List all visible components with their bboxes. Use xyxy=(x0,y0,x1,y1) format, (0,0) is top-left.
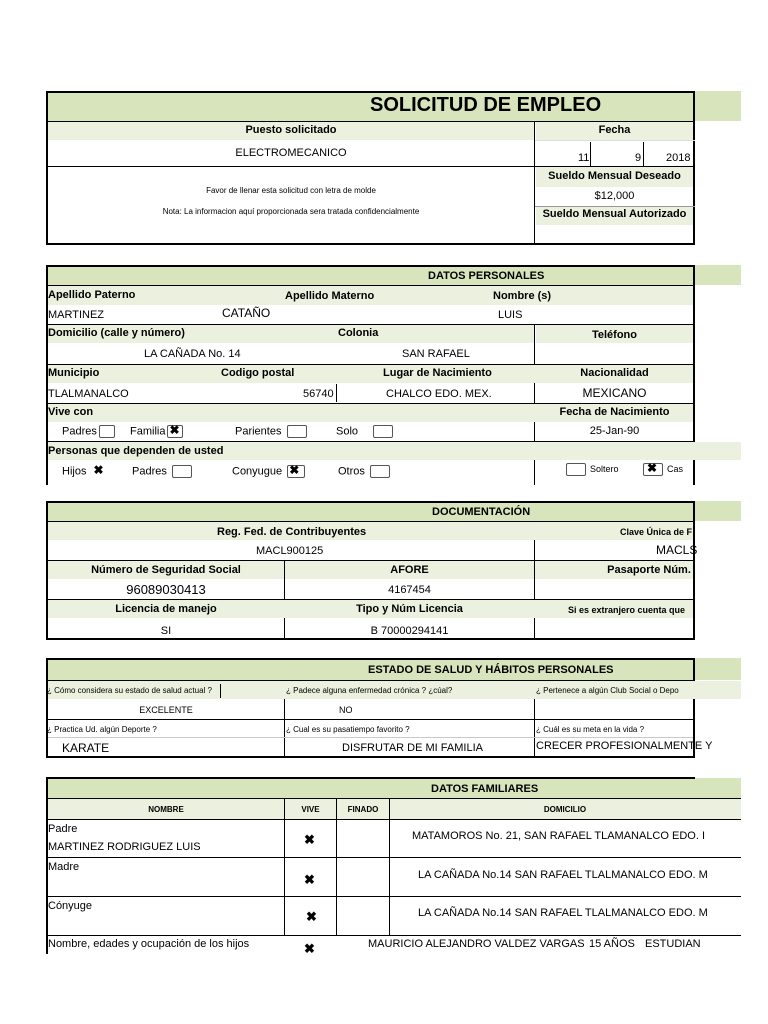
dep-hijos-label: Hijos xyxy=(62,465,87,478)
edo-casado-label: Cas xyxy=(667,463,684,474)
personales-heading: DATOS PERSONALES xyxy=(428,270,545,282)
dep-padres-checkbox[interactable] xyxy=(172,465,192,478)
hijo-nombre[interactable]: MAURICIO ALEJANDRO VALDEZ VARGAS xyxy=(368,938,585,950)
col-finado-header: FINADO xyxy=(347,805,379,814)
tipo-licencia-value[interactable]: B 70000294141 xyxy=(370,625,449,637)
check-mark-icon: ✖ xyxy=(647,461,658,475)
salud-q6: ¿ Cuál es su meta en la vida ? xyxy=(536,725,645,734)
salud-q5: ¿ Cual es su pasatiempo favorito ? xyxy=(286,725,410,734)
madre-label: Madre xyxy=(48,861,80,873)
col-domicilio-header: DOMICILIO xyxy=(543,805,587,814)
hijo-ocupacion[interactable]: ESTUDIAN xyxy=(645,938,701,950)
instruccion-text: Favor de llenar esta solicitud con letra de molde xyxy=(206,186,376,195)
nss-label: Número de Seguridad Social xyxy=(91,564,241,576)
dependen-label: Personas que dependen de usted xyxy=(48,445,224,457)
page-title: SOLICITUD DE EMPLEO xyxy=(370,94,602,116)
vive-solo-label: Solo xyxy=(336,425,359,438)
fecha-label: Fecha xyxy=(598,124,631,136)
madre-vive-mark-icon[interactable]: ✖ xyxy=(304,872,315,887)
edo-casado-option[interactable] xyxy=(643,463,683,476)
vive-parientes-label: Parientes xyxy=(235,425,282,438)
lugar-nac-value[interactable]: CHALCO EDO. MEX. xyxy=(386,388,492,400)
ap-paterno-label: Apellido Paterno xyxy=(48,289,136,301)
hijos-label: Nombre, edades y ocupación de los hijos xyxy=(48,938,250,950)
fecha-mes[interactable]: 9 xyxy=(635,152,642,164)
vive-familia-label: Familia xyxy=(130,425,166,438)
extranjero-label: Si es extranjero cuenta que xyxy=(568,605,686,615)
licencia-label: Licencia de manejo xyxy=(115,603,217,615)
ap-materno-label: Apellido Materno xyxy=(285,290,375,302)
edo-soltero-checkbox[interactable] xyxy=(566,463,586,476)
vive-parientes-option[interactable] xyxy=(235,425,307,438)
salud-a1[interactable]: EXCELENTE xyxy=(139,705,193,715)
sueldo-deseado-value[interactable]: $12,000 xyxy=(594,190,635,202)
salud-a5[interactable]: DISFRUTAR DE MI FAMILIA xyxy=(342,742,483,754)
telefono-label: Teléfono xyxy=(591,329,637,341)
col-nombre-header: NOMBRE xyxy=(148,805,184,814)
tipo-licencia-label: Tipo y Núm Licencia xyxy=(356,603,463,615)
check-mark-icon: ✖ xyxy=(169,423,180,437)
ap-materno-value[interactable]: CATAÑO xyxy=(222,306,271,320)
salud-a2[interactable]: NO xyxy=(339,705,353,715)
padre-nombre[interactable]: MARTINEZ RODRIGUEZ LUIS xyxy=(48,841,201,853)
edo-casado-checkbox[interactable] xyxy=(643,463,663,476)
fecha-nac-label: Fecha de Nacimiento xyxy=(559,406,670,418)
conyuge-domicilio[interactable]: LA CAÑADA No.14 SAN RAFAEL TLALMANALCO EDO. M xyxy=(418,907,708,919)
licencia-value[interactable]: SI xyxy=(160,625,172,637)
sueldo-deseado-label: Sueldo Mensual Deseado xyxy=(548,170,681,182)
curp-value[interactable]: MACLS xyxy=(656,543,698,557)
vive-solo-checkbox[interactable] xyxy=(373,425,393,438)
colonia-label: Colonia xyxy=(338,327,379,339)
salud-heading: ESTADO DE SALUD Y HÁBITOS PERSONALES xyxy=(368,664,614,676)
dep-conyugue-option[interactable] xyxy=(232,465,305,478)
dep-padres-option[interactable] xyxy=(132,465,192,478)
vive-padres-option[interactable] xyxy=(62,425,115,438)
salud-q1: ¿ Cómo considera su estado de salud actual ? xyxy=(47,686,212,695)
vive-con-label: Vive con xyxy=(48,406,94,418)
puesto-value[interactable]: ELECTROMECANICO xyxy=(235,147,347,159)
pasaporte-label: Pasaporte Núm. xyxy=(607,564,691,576)
rfc-value[interactable]: MACL900125 xyxy=(256,545,324,557)
municipio-value[interactable]: TLALMANALCO xyxy=(48,388,129,400)
salud-a4[interactable]: KARATE xyxy=(62,741,110,755)
fecha-anio[interactable]: 2018 xyxy=(666,152,691,164)
padre-label: Padre xyxy=(48,823,78,835)
documentacion-heading: DOCUMENTACIÓN xyxy=(432,506,531,518)
nota-text: Nota: La informacion aquí proporcionada sera tratada confidencialmente xyxy=(162,207,420,216)
curp-label: Clave Única de F xyxy=(620,527,693,537)
afore-label: AFORE xyxy=(390,564,429,576)
afore-value[interactable]: 4167454 xyxy=(388,584,431,596)
col-vive-header: VIVE xyxy=(301,805,320,814)
vive-padres-label: Padres xyxy=(62,425,97,438)
check-mark-icon: ✖ xyxy=(289,463,300,477)
cp-value[interactable]: 56740 xyxy=(303,388,334,400)
puesto-label: Puesto solicitado xyxy=(245,124,337,136)
nombre-label: Nombre (s) xyxy=(493,290,552,302)
vive-familia-option[interactable] xyxy=(130,425,183,438)
cp-label: Codigo postal xyxy=(221,367,295,379)
edo-soltero-label: Soltero xyxy=(590,463,619,474)
domicilio-value[interactable]: LA CAÑADA No. 14 xyxy=(144,348,241,360)
padre-vive-mark-icon[interactable]: ✖ xyxy=(304,832,315,847)
dep-hijos-checkbox[interactable] xyxy=(92,465,108,478)
hijo-vive-mark-icon[interactable]: ✖ xyxy=(304,941,315,956)
fecha-nac-value[interactable]: 25-Jan-90 xyxy=(589,425,640,437)
dep-conyugue-checkbox[interactable] xyxy=(287,465,305,478)
edo-soltero-option[interactable] xyxy=(566,463,619,476)
colonia-value[interactable]: SAN RAFAEL xyxy=(402,348,470,360)
conyuge-vive-mark-icon[interactable]: ✖ xyxy=(306,909,317,924)
municipio-label: Municipio xyxy=(48,367,100,379)
dep-otros-checkbox[interactable] xyxy=(370,465,390,478)
check-mark-icon: ✖ xyxy=(93,463,104,477)
vive-solo-option[interactable] xyxy=(336,425,393,438)
salud-a6[interactable]: CRECER PROFESIONALMENTE Y xyxy=(536,740,713,752)
vive-parientes-checkbox[interactable] xyxy=(287,425,307,438)
dep-otros-label: Otros xyxy=(338,465,365,478)
nacionalidad-label: Nacionalidad xyxy=(580,367,649,379)
padre-domicilio[interactable]: MATAMOROS No. 21, SAN RAFAEL TLAMANALCO EDO. I xyxy=(412,830,705,842)
dep-otros-option[interactable] xyxy=(338,465,390,478)
ap-paterno-value[interactable]: MARTINEZ xyxy=(48,309,105,321)
salud-q3: ¿ Pertenece a algún Club Social o Depo xyxy=(536,686,679,695)
vive-familia-checkbox[interactable] xyxy=(167,425,183,438)
salud-q4: ¿ Practica Ud. algún Deporte ? xyxy=(47,725,157,734)
nombre-value[interactable]: LUIS xyxy=(498,309,523,321)
salud-q2: ¿ Padece alguna enfermedad crónica ? ¿cúal? xyxy=(286,686,453,695)
lugar-nac-label: Lugar de Nacimiento xyxy=(383,367,492,379)
vive-padres-checkbox[interactable] xyxy=(99,425,115,438)
nacionalidad-value[interactable]: MEXICANO xyxy=(582,386,647,400)
hijo-edad[interactable]: 15 AÑOS xyxy=(589,938,635,950)
dep-conyugue-label: Conyugue xyxy=(232,465,283,478)
nss-value[interactable]: 96089030413 xyxy=(126,582,206,597)
dep-hijos-option[interactable] xyxy=(62,465,108,478)
familiares-heading: DATOS FAMILIARES xyxy=(431,783,539,795)
fecha-dia[interactable]: 11 xyxy=(578,152,590,164)
dep-padres-label: Padres xyxy=(132,465,167,478)
domicilio-label: Domicilio (calle y número) xyxy=(48,327,185,339)
sueldo-autorizado-label: Sueldo Mensual Autorizado xyxy=(542,208,687,220)
conyuge-label: Cónyuge xyxy=(48,900,93,912)
madre-domicilio[interactable]: LA CAÑADA No.14 SAN RAFAEL TLALMANALCO EDO. M xyxy=(418,869,708,881)
rfc-label: Reg. Fed. de Contribuyentes xyxy=(217,526,367,538)
